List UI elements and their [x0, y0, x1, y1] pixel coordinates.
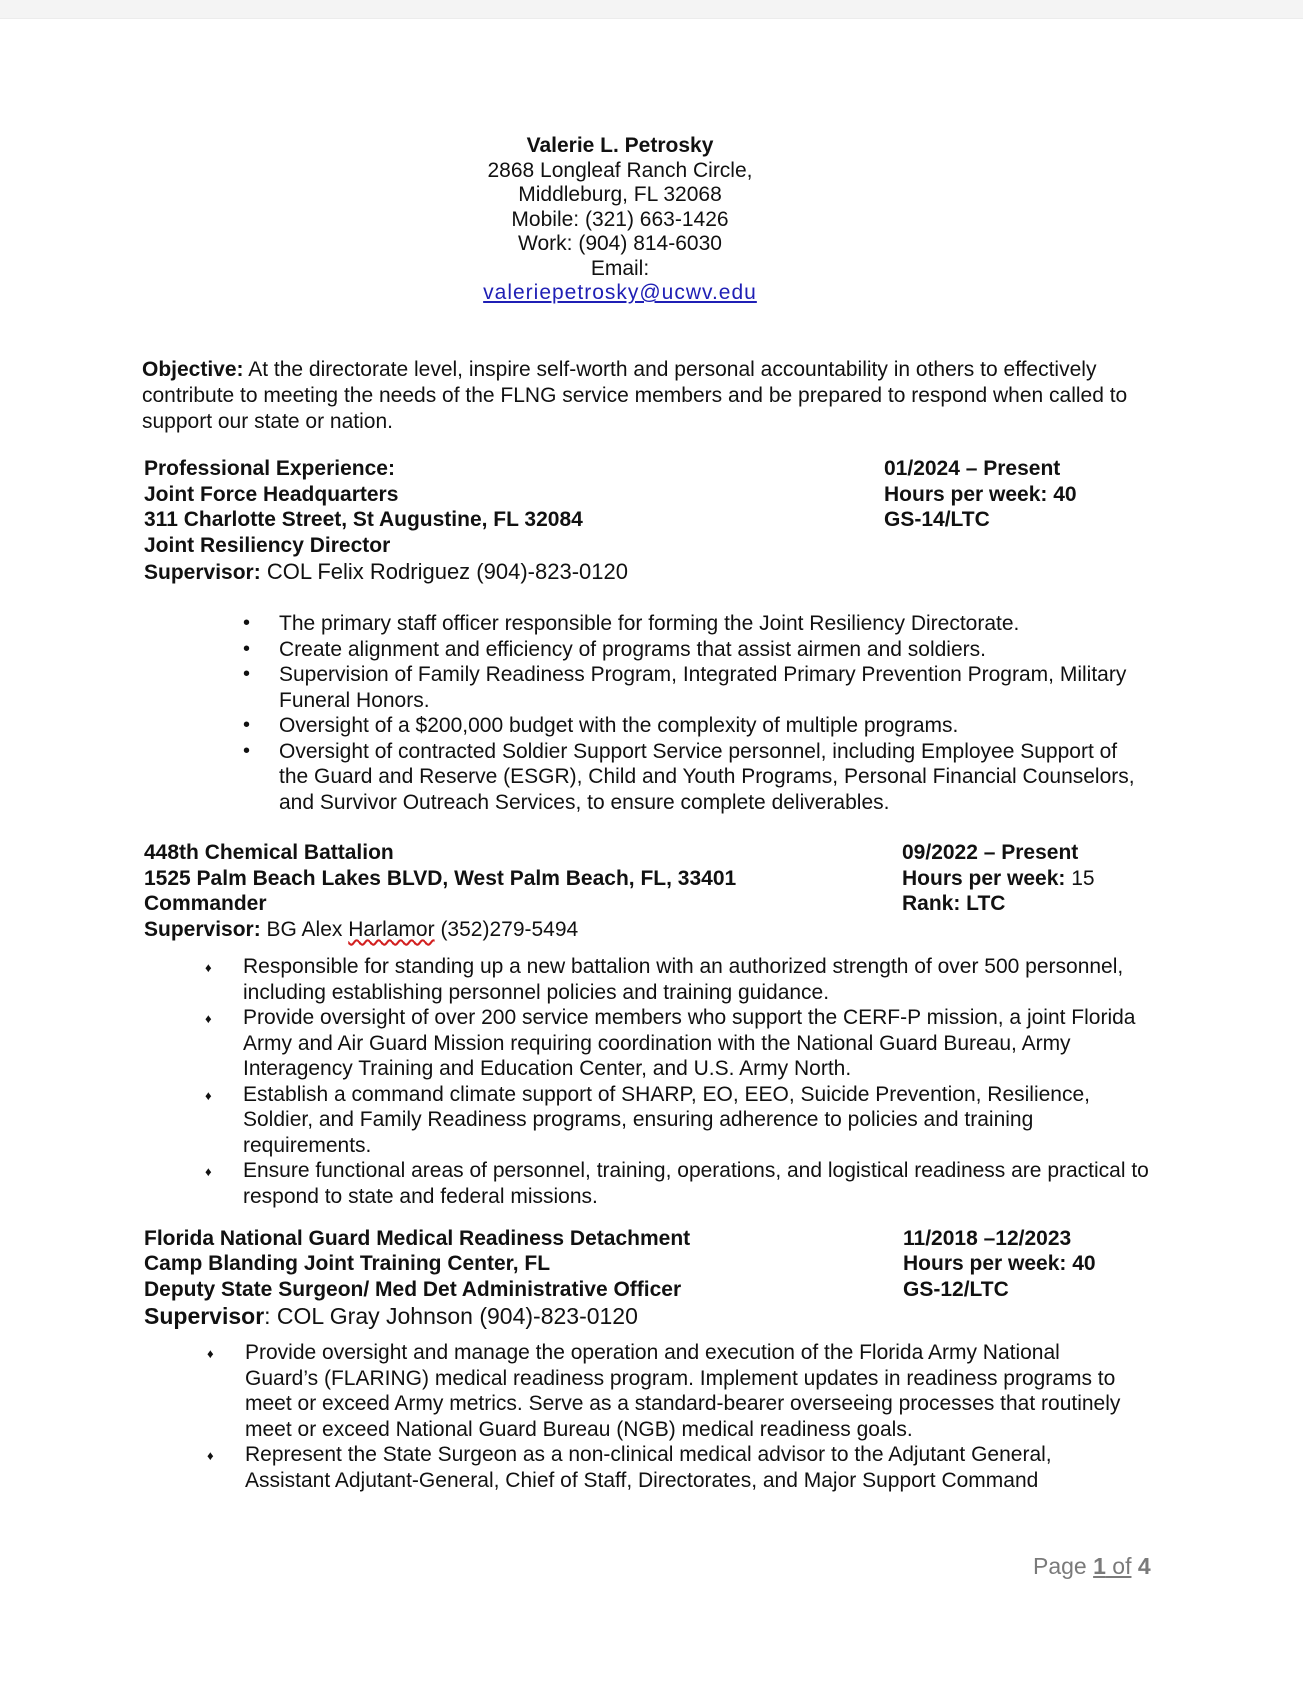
job-3-hours: Hours per week: 40: [903, 1252, 1096, 1275]
job-2-supervisor-name: Harlamor: [348, 918, 435, 941]
job-2-hours-value: 15: [1065, 867, 1095, 890]
list-item: ♦ Ensure functional areas of personnel, training, operations, and logistical readiness are practical to respond to state and federal missions.: [243, 1158, 1163, 1209]
list-item: • The primary staff officer responsible for forming the Joint Resiliency Directorate.: [279, 611, 1139, 637]
list-item: • Oversight of contracted Soldier Support Service personnel, including Employee Support of the Guard and Reserve (ESGR), Child and Youth Programs, Personal Financial Counselors, and Survivor Outreach Services, to ensure complete deliverables.: [279, 739, 1139, 816]
address-line-1: 2868 Longleaf Ranch Circle,: [487, 158, 753, 182]
work-phone: Work: (904) 814-6030: [518, 232, 722, 255]
job-2-organization: 448th Chemical Battalion: [144, 841, 394, 864]
total-pages: 4: [1131, 1553, 1151, 1579]
list-item: ♦ Provide oversight and manage the operation and execution of the Florida Army National Guard’s (FLARING) medical readiness program. Implement updates in readiness programs to meet or exceed Army metrics. Serve as a standard-bearer overseeing processes that routinely meet or exceed National Guard Bureau (NGB) medical readiness goals.: [245, 1340, 1125, 1442]
list-item: ♦ Represent the State Surgeon as a non-clinical medical advisor to the Adjutant General, Assistant Adjutant-General, Chief of Staff, Directorates, and Major Support Command: [245, 1442, 1125, 1493]
address-line-2: Middleburg, FL 32068: [518, 183, 722, 206]
email-link[interactable]: valeriepetrosky@ucwv.edu: [483, 281, 757, 304]
job-3-organization: Florida National Guard Medical Readiness Detachment: [144, 1227, 691, 1250]
job-3-supervisor-value: : COL Gray Johnson (904)-823-0120: [264, 1303, 638, 1329]
objective-label: Objective:: [142, 358, 244, 381]
job-1-supervisor: [144, 559, 628, 586]
job-1-dates: 01/2024 – Present: [884, 457, 1061, 480]
job-3-grade: GS-12/LTC: [903, 1278, 1009, 1301]
job-1-grade: GS-14/LTC: [884, 508, 990, 531]
email-label: Email:: [590, 256, 650, 280]
of-word: of: [1105, 1553, 1132, 1579]
page-word: Page: [1033, 1553, 1094, 1579]
job-1-supervisor-value: COL Felix Rodriguez (904)-823-0120: [260, 559, 628, 584]
list-item: ♦ Responsible for standing up a new battalion with an authorized strength of over 500 personnel, including establishing personnel policies and training guidance.: [243, 954, 1163, 1005]
job-1-address: 311 Charlotte Street, St Augustine, FL 32084: [144, 508, 583, 531]
job-1-hours: Hours per week: 40: [884, 483, 1077, 506]
objective-paragraph: [142, 357, 1152, 435]
job-3-title: Deputy State Surgeon/ Med Det Administrative Officer: [144, 1278, 682, 1301]
job-2-supervisor-pre: BG Alex: [260, 918, 349, 941]
job-1-supervisor-label: Supervisor:: [144, 561, 261, 584]
job-3-supervisor: [144, 1303, 638, 1329]
job-1-title: Joint Resiliency Director: [144, 534, 391, 557]
objective-text: At the directorate level, inspire self-worth and personal accountability in others to effectively contribute to meeting the needs of the FLNG service members and be prepared to respond when called to support our state or nation.: [142, 358, 1128, 433]
contact-name: Valerie L. Petrosky: [526, 134, 714, 157]
job-2-dates: 09/2022 – Present: [902, 841, 1079, 864]
job-2-address: 1525 Palm Beach Lakes BLVD, West Palm Beach, FL, 33401: [144, 867, 737, 890]
list-item: • Supervision of Family Readiness Program, Integrated Primary Prevention Program, Military Funeral Honors.: [279, 662, 1139, 713]
list-item: • Oversight of a $200,000 budget with the complexity of multiple programs.: [279, 713, 1139, 739]
job-1-bullet-list: [279, 611, 1139, 815]
job-1-organization: Joint Force Headquarters: [144, 483, 399, 506]
mobile-phone: Mobile: (321) 663-1426: [511, 207, 729, 231]
list-item: ♦ Provide oversight of over 200 service members who support the CERF-P mission, a joint Florida Army and Air Guard Mission requiring coordination with the National Guard Bureau, Army Interagency Training and Education Center, and U.S. Army North.: [243, 1005, 1163, 1082]
job-3-address: Camp Blanding Joint Training Center, FL: [144, 1252, 551, 1275]
job-2-bullet-list: [243, 954, 1163, 1209]
job-3-dates: 11/2018 –12/2023: [903, 1227, 1072, 1250]
professional-experience-heading: Professional Experience:: [144, 457, 395, 480]
job-2-supervisor-post: (352)279-5494: [434, 918, 579, 941]
job-2-grade: Rank: LTC: [902, 892, 1006, 915]
job-2-supervisor: [144, 917, 578, 943]
job-2-hours: [902, 866, 1095, 892]
job-3-bullet-list: [245, 1340, 1125, 1493]
job-2-title: Commander: [144, 892, 267, 915]
job-2-supervisor-label: Supervisor:: [144, 918, 261, 941]
current-page: 1: [1093, 1553, 1106, 1579]
job-3-supervisor-label: Supervisor: [144, 1303, 265, 1329]
list-item: • Create alignment and efficiency of programs that assist airmen and soldiers.: [279, 637, 1139, 663]
page-number-footer: [1033, 1553, 1151, 1580]
list-item: ♦ Establish a command climate support of SHARP, EO, EEO, Suicide Prevention, Resilience, Soldier, and Family Readiness programs, ensuring adherence to policies and training requirements.: [243, 1082, 1163, 1159]
contact-header: [420, 134, 820, 306]
job-2-hours-label: Hours per week:: [902, 867, 1066, 890]
